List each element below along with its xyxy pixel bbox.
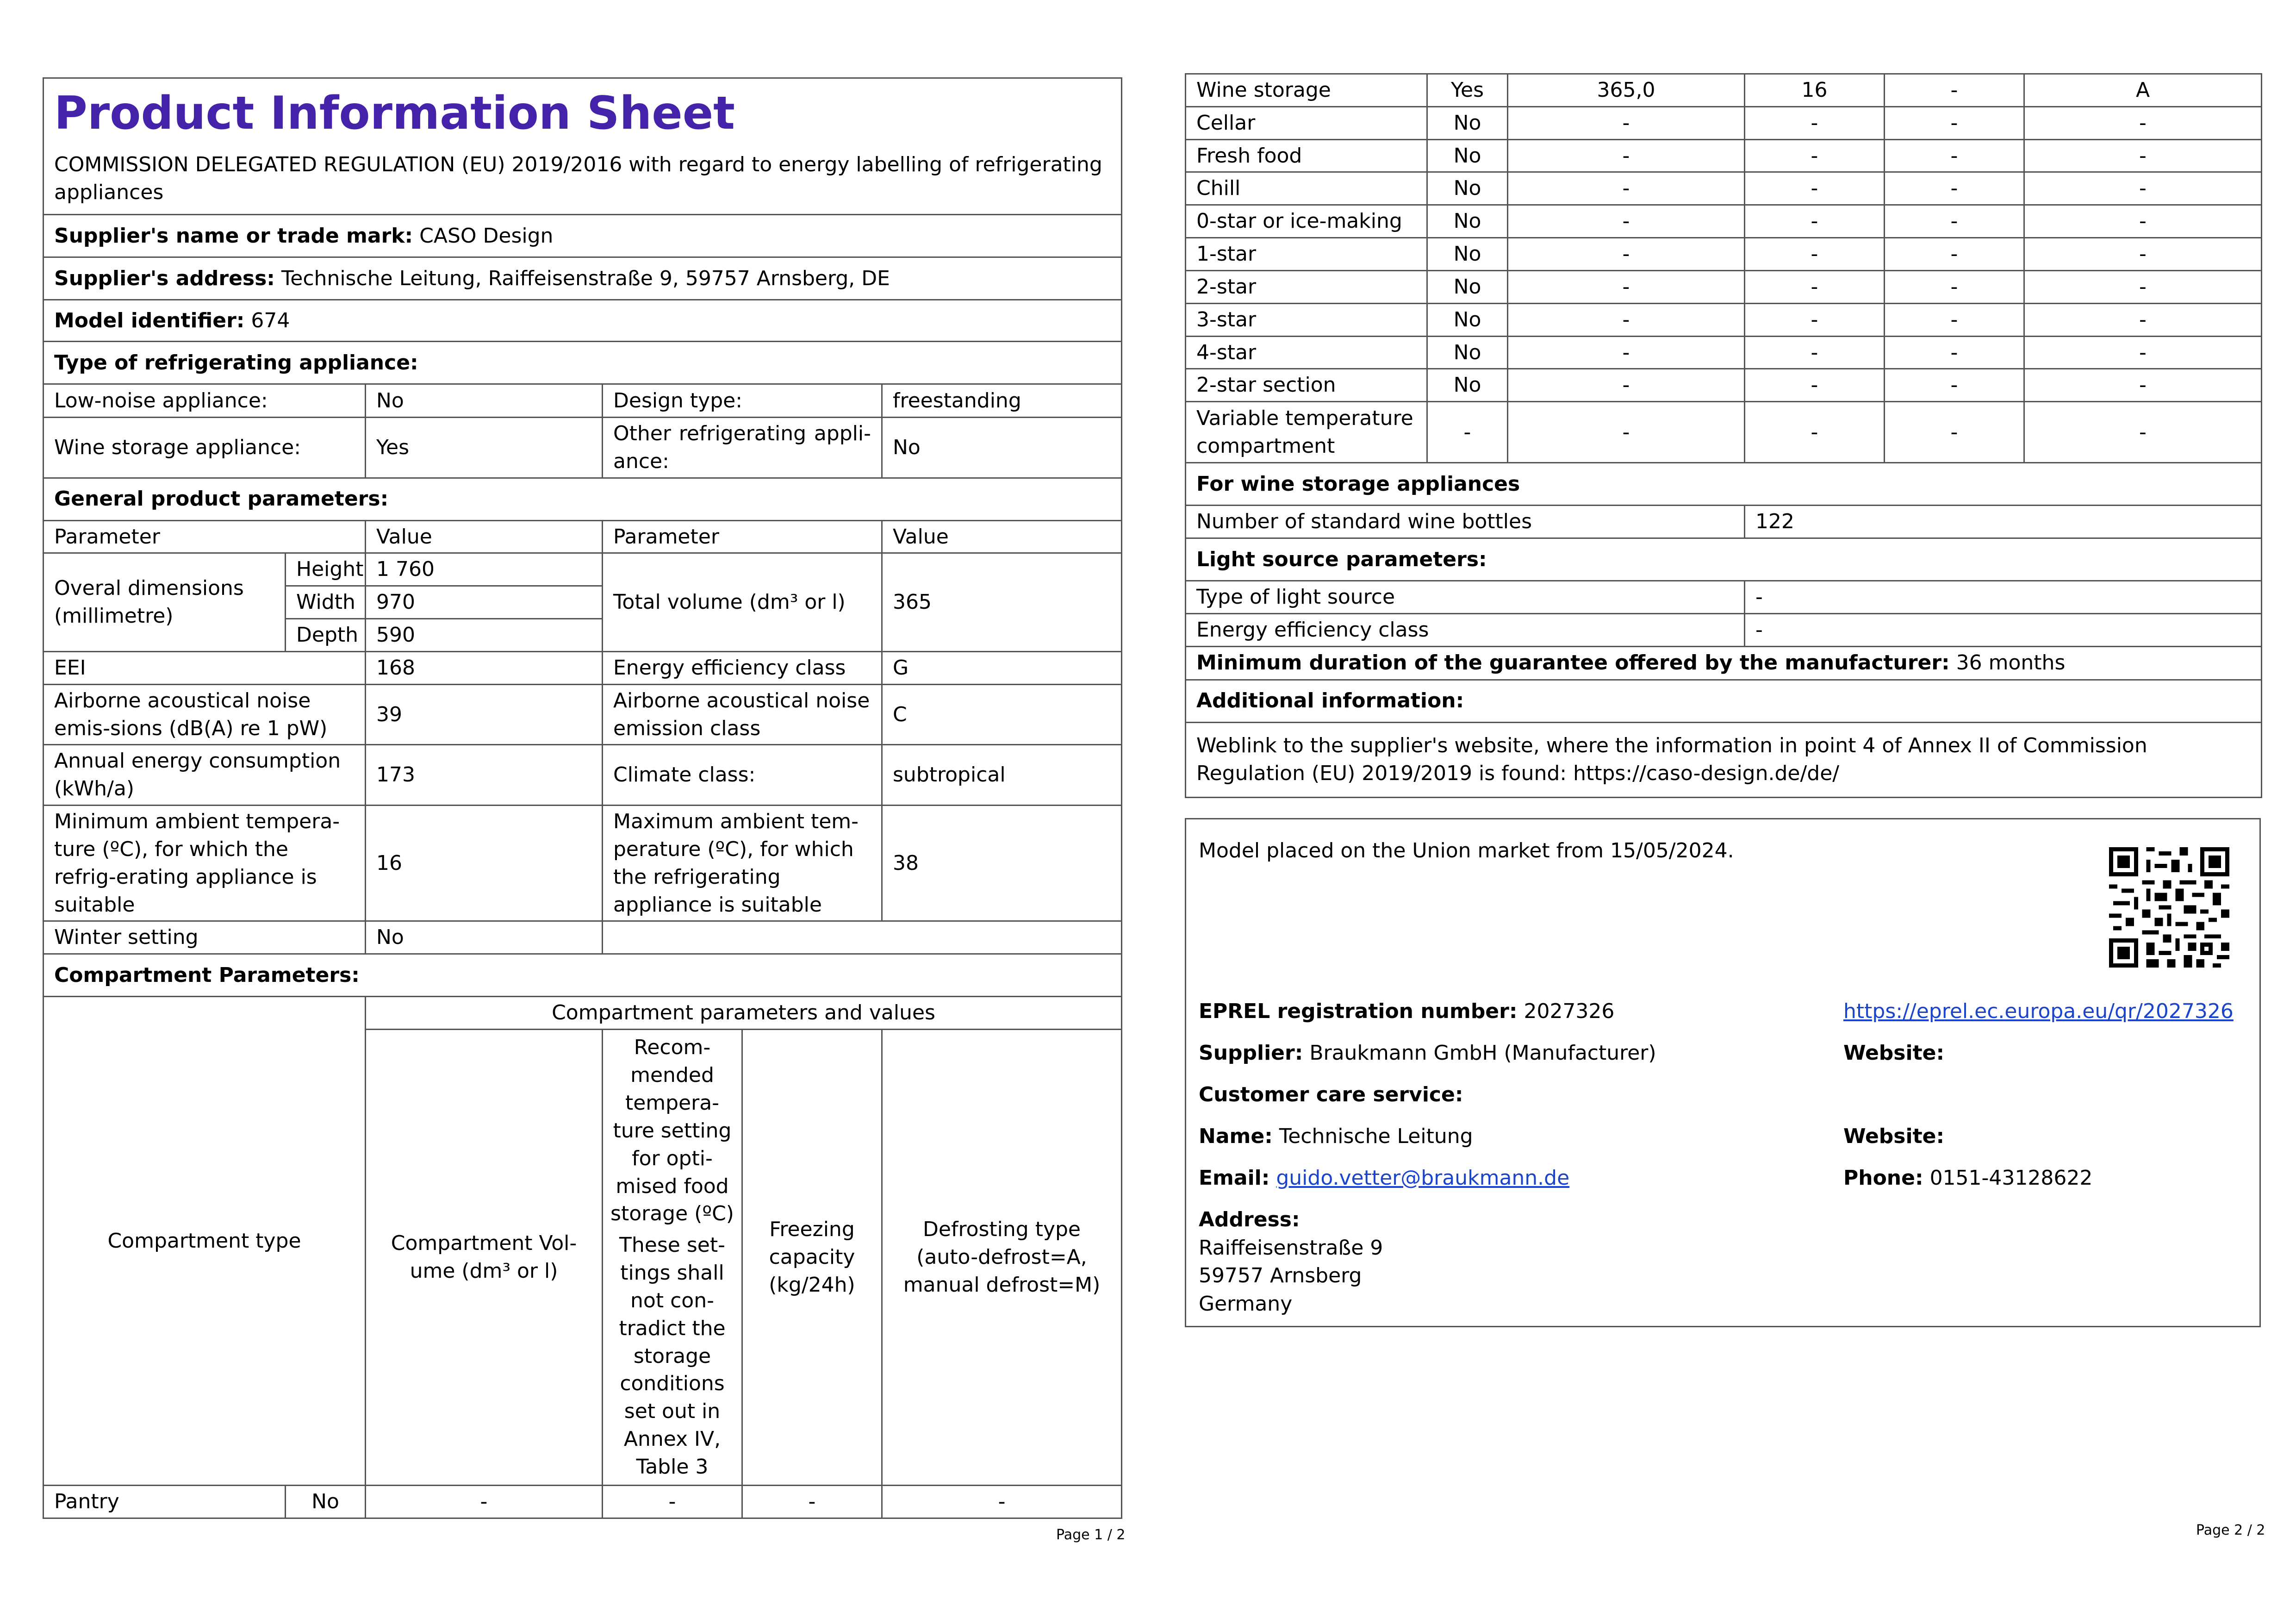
other-refrigerating-value: No xyxy=(882,418,1122,478)
compartment-row xyxy=(1186,238,2262,271)
compartment-value: - xyxy=(1885,238,2024,271)
min-ambient-label: Minimum ambient tempera-ture (ºC), for which the refrig-erating appliance is suitable xyxy=(44,806,366,921)
email-link[interactable]: guido.vetter@braukmann.de xyxy=(1276,1166,1570,1190)
compartment-name: 2-star section xyxy=(1186,369,1427,402)
compartment-value: - xyxy=(2024,205,2262,238)
compartment-row xyxy=(1186,205,2262,238)
address-line-2: 59757 Arnsberg xyxy=(1199,1264,1362,1288)
pantry-volume: - xyxy=(366,1486,603,1518)
light-type-value: - xyxy=(1745,581,2262,614)
supplier-address-row xyxy=(44,257,1122,300)
value-header-2: Value xyxy=(882,520,1122,553)
light-class-value: - xyxy=(1745,613,2262,646)
compartment-name: Cellar xyxy=(1186,106,1427,139)
height-label: Height xyxy=(286,553,366,586)
compartment-value: - xyxy=(2024,336,2262,369)
compartment-value: No xyxy=(1427,172,1508,205)
annual-energy-value: 173 xyxy=(366,745,603,806)
bottles-label: Number of standard wine bottles xyxy=(1186,506,1745,538)
compartment-value: - xyxy=(1885,205,2024,238)
compartment-value: No xyxy=(1427,270,1508,303)
compartment-value: - xyxy=(2024,369,2262,402)
compartment-value: - xyxy=(1508,238,1745,271)
compartment-value: - xyxy=(2024,238,2262,271)
page-title: Product Information Sheet xyxy=(54,87,735,140)
volume-header: Compartment Vol-ume (dm³ or l) xyxy=(366,1030,603,1486)
width-label: Width xyxy=(286,586,366,619)
pantry-label: Pantry xyxy=(44,1486,286,1518)
low-noise-value: No xyxy=(366,384,603,418)
market-text: Model placed on the Union market from 15/05/2024. xyxy=(1199,839,1734,862)
compartment-value: - xyxy=(1745,369,1885,402)
compartment-value: No xyxy=(1427,336,1508,369)
pantry-temperature: - xyxy=(603,1486,742,1518)
compartment-value: - xyxy=(1508,303,1745,336)
email-label: Email: xyxy=(1199,1166,1270,1190)
light-type-label: Type of light source xyxy=(1186,581,1745,614)
compartment-value: - xyxy=(1745,106,1885,139)
additional-heading: Additional information: xyxy=(1186,680,2262,722)
pantry-defrost: - xyxy=(882,1486,1122,1518)
max-ambient-value: 38 xyxy=(882,806,1122,921)
param-header-2: Parameter xyxy=(603,520,882,553)
compartment-value: - xyxy=(1885,303,2024,336)
email-row xyxy=(1199,1164,1569,1193)
compartment-value: - xyxy=(1745,238,1885,271)
noise-class-label: Airborne acoustical noise emission class xyxy=(603,684,882,745)
header-cell xyxy=(44,78,1122,215)
address-line-3: Germany xyxy=(1199,1292,1293,1316)
compartment-name: Wine storage xyxy=(1186,74,1427,107)
general-heading: General product parameters: xyxy=(44,478,1122,520)
noise-value: 39 xyxy=(366,684,603,745)
compartment-value: No xyxy=(1427,369,1508,402)
compartment-value: - xyxy=(1885,172,2024,205)
compartment-value: - xyxy=(1508,369,1745,402)
address-label: Address: xyxy=(1199,1208,1300,1231)
compartment-value: - xyxy=(1508,336,1745,369)
supplier-label: Supplier: xyxy=(1199,1041,1303,1065)
compartment-name: 3-star xyxy=(1186,303,1427,336)
compartment-value: A xyxy=(2024,74,2262,107)
light-class-label: Energy efficiency class xyxy=(1186,613,1745,646)
compartment-value: - xyxy=(1885,74,2024,107)
compartment-value: - xyxy=(1745,402,1885,463)
compartment-value: 16 xyxy=(1745,74,1885,107)
low-noise-label: Low-noise appliance: xyxy=(44,384,366,418)
phone-row xyxy=(1843,1164,2092,1193)
value-header: Value xyxy=(366,520,603,553)
compartment-value: - xyxy=(1885,106,2024,139)
compartment-value: - xyxy=(1885,336,2024,369)
light-heading: Light source parameters: xyxy=(1186,538,2262,581)
wine-storage-label: Wine storage appliance: xyxy=(44,418,366,478)
phone-value: 0151-43128622 xyxy=(1929,1166,2093,1190)
weblink-text: Weblink to the supplier's website, where the information in point 4 of Annex II of Commission Regulation (EU) 2019/2019 is found: xyxy=(1196,734,2147,786)
defrost-header: Defrosting type (auto-defrost=A, manual defrost=M) xyxy=(882,1030,1122,1486)
compartment-row xyxy=(1186,402,2262,463)
compartment-type-header: Compartment type xyxy=(44,997,366,1486)
dimensions-label: Overal dimensions (millimetre) xyxy=(44,553,286,651)
product-info-table xyxy=(43,77,1122,1519)
height-value: 1 760 xyxy=(366,553,603,586)
min-ambient-value: 16 xyxy=(366,806,603,921)
phone-label: Phone: xyxy=(1843,1166,1923,1190)
eei-label: EEI xyxy=(44,651,366,684)
supplier-address-value: Technische Leitung, Raiffeisenstraße 9, 59757 Arnsberg, DE xyxy=(281,266,890,290)
compartment-name: 4-star xyxy=(1186,336,1427,369)
eei-value: 168 xyxy=(366,651,603,684)
model-identifier-value: 674 xyxy=(251,308,290,332)
compartment-row xyxy=(1186,303,2262,336)
empty-cell xyxy=(603,921,1122,954)
compartment-value: - xyxy=(2024,270,2262,303)
compartment-value: - xyxy=(1885,402,2024,463)
supplier-address-label: Supplier's address: xyxy=(54,266,275,290)
compartment-value: - xyxy=(2024,402,2262,463)
bottles-value: 122 xyxy=(1745,506,2262,538)
supplier-value: Braukmann GmbH (Manufacturer) xyxy=(1309,1041,1656,1065)
page-1-footer: Page 1 / 2 xyxy=(1056,1527,1126,1543)
compartment-value: - xyxy=(2024,303,2262,336)
page-2 xyxy=(1185,73,2261,798)
width-value: 970 xyxy=(366,586,603,619)
compartment-value: No xyxy=(1427,139,1508,172)
climate-class-value: subtropical xyxy=(882,745,1122,806)
compartment-heading: Compartment Parameters: xyxy=(44,954,1122,997)
depth-label: Depth xyxy=(286,619,366,652)
param-header: Parameter xyxy=(44,520,366,553)
compartment-name: 1-star xyxy=(1186,238,1427,271)
compartment-value: - xyxy=(1745,336,1885,369)
winter-setting-label: Winter setting xyxy=(44,921,366,954)
compartment-name: Chill xyxy=(1186,172,1427,205)
compartment-value: - xyxy=(1508,106,1745,139)
compartment-value: - xyxy=(1427,402,1508,463)
eprel-box xyxy=(1185,818,2261,1327)
compartment-value: - xyxy=(1508,402,1745,463)
compartment-value: - xyxy=(1508,139,1745,172)
weblink-url[interactable]: https://caso-design.de/de/ xyxy=(1573,762,1840,786)
temperature-header-b: These set-tings shall not con-tradict the storage conditions set out in Annex IV, Table 3 xyxy=(619,1233,726,1479)
compartment-value: - xyxy=(1745,303,1885,336)
design-type-value: freestanding xyxy=(882,384,1122,418)
compartment-value: - xyxy=(1885,369,2024,402)
eprel-value: 2027326 xyxy=(1524,999,1615,1023)
address-block xyxy=(1199,1206,1383,1318)
noise-class-value: C xyxy=(882,684,1122,745)
winter-setting-value: No xyxy=(366,921,603,954)
name-row xyxy=(1199,1123,1473,1151)
compartment-row xyxy=(1186,369,2262,402)
type-heading: Type of refrigerating appliance: xyxy=(44,342,1122,384)
wine-heading: For wine storage appliances xyxy=(1186,463,2262,506)
address-line-1: Raiffeisenstraße 9 xyxy=(1199,1236,1383,1260)
supplier-row xyxy=(1199,1039,1656,1068)
noise-label: Airborne acoustical noise emis-sions (dB(A) re 1 pW) xyxy=(44,684,366,745)
compartment-group-header: Compartment parameters and values xyxy=(366,997,1122,1030)
compartment-value: - xyxy=(1508,205,1745,238)
website-label-1: Website: xyxy=(1843,1041,1945,1065)
compartment-value: 365,0 xyxy=(1508,74,1745,107)
compartment-value: - xyxy=(2024,106,2262,139)
guarantee-value: 36 months xyxy=(1956,651,2066,675)
max-ambient-label: Maximum ambient tem-perature (ºC), for which the refrigerating appliance is suitable xyxy=(603,806,882,921)
supplier-name-value: CASO Design xyxy=(419,224,554,248)
compartment-value: - xyxy=(2024,172,2262,205)
model-identifier-label: Model identifier: xyxy=(54,308,245,332)
annual-energy-label: Annual energy consumption (kWh/a) xyxy=(44,745,366,806)
customer-care-heading: Customer care service: xyxy=(1199,1083,1463,1106)
name-label: Name: xyxy=(1199,1124,1273,1148)
compartment-name: Variable temperature compartment xyxy=(1186,402,1427,463)
compartment-value: - xyxy=(1745,270,1885,303)
page-1 xyxy=(43,77,1121,1519)
compartment-name: 2-star xyxy=(1186,270,1427,303)
guarantee-row xyxy=(1186,646,2262,680)
supplier-name-row xyxy=(44,215,1122,257)
name-value: Technische Leitung xyxy=(1279,1124,1473,1148)
compartment-value: No xyxy=(1427,205,1508,238)
compartment-rows xyxy=(1186,74,2262,463)
weblink-row xyxy=(1186,722,2262,797)
compartment-value: - xyxy=(1885,270,2024,303)
compartment-value: - xyxy=(2024,139,2262,172)
compartment-row xyxy=(1186,139,2262,172)
eprel-link[interactable]: https://eprel.ec.europa.eu/qr/2027326 xyxy=(1843,999,2234,1023)
compartment-name: Fresh food xyxy=(1186,139,1427,172)
qr-code-icon[interactable] xyxy=(2109,847,2229,968)
temperature-header xyxy=(603,1030,742,1486)
compartment-row xyxy=(1186,336,2262,369)
compartment-rows-table xyxy=(1185,73,2262,798)
compartment-value: - xyxy=(1745,139,1885,172)
compartment-row xyxy=(1186,172,2262,205)
compartment-value: - xyxy=(1508,172,1745,205)
pantry-present: No xyxy=(286,1486,366,1518)
compartment-value: - xyxy=(1885,139,2024,172)
freezing-header: Freezing capacity (kg/24h) xyxy=(742,1030,882,1486)
eprel-label: EPREL registration number: xyxy=(1199,999,1518,1023)
total-volume-value: 365 xyxy=(882,553,1122,651)
total-volume-label: Total volume (dm³ or l) xyxy=(603,553,882,651)
compartment-row xyxy=(1186,270,2262,303)
compartment-value: Yes xyxy=(1427,74,1508,107)
supplier-name-label: Supplier's name or trade mark: xyxy=(54,224,413,248)
model-identifier-row xyxy=(44,300,1122,342)
compartment-value: - xyxy=(1745,172,1885,205)
compartment-row xyxy=(1186,74,2262,107)
temperature-header-a: Recom-mended tempera-ture setting for opti-mised food storage (ºC) xyxy=(610,1036,734,1226)
climate-class-label: Climate class: xyxy=(603,745,882,806)
guarantee-label: Minimum duration of the guarantee offered by the manufacturer: xyxy=(1196,651,1950,675)
energy-class-value: G xyxy=(882,651,1122,684)
compartment-value: No xyxy=(1427,303,1508,336)
compartment-row xyxy=(1186,106,2262,139)
compartment-value: - xyxy=(1745,205,1885,238)
wine-storage-value: Yes xyxy=(366,418,603,478)
page-2-footer: Page 2 / 2 xyxy=(2196,1522,2265,1538)
design-type-label: Design type: xyxy=(603,384,882,418)
other-refrigerating-label: Other refrigerating appli-ance: xyxy=(603,418,882,478)
website-label-2: Website: xyxy=(1843,1124,1945,1148)
eprel-row xyxy=(1199,998,1614,1026)
compartment-value: No xyxy=(1427,106,1508,139)
energy-class-label: Energy efficiency class xyxy=(603,651,882,684)
compartment-value: No xyxy=(1427,238,1508,271)
regulation-text: COMMISSION DELEGATED REGULATION (EU) 2019/2016 with regard to energy labelling of refrigerating appliances xyxy=(54,152,1102,204)
pantry-freezing: - xyxy=(742,1486,882,1518)
compartment-value: - xyxy=(1508,270,1745,303)
depth-value: 590 xyxy=(366,619,603,652)
compartment-name: 0-star or ice-making xyxy=(1186,205,1427,238)
